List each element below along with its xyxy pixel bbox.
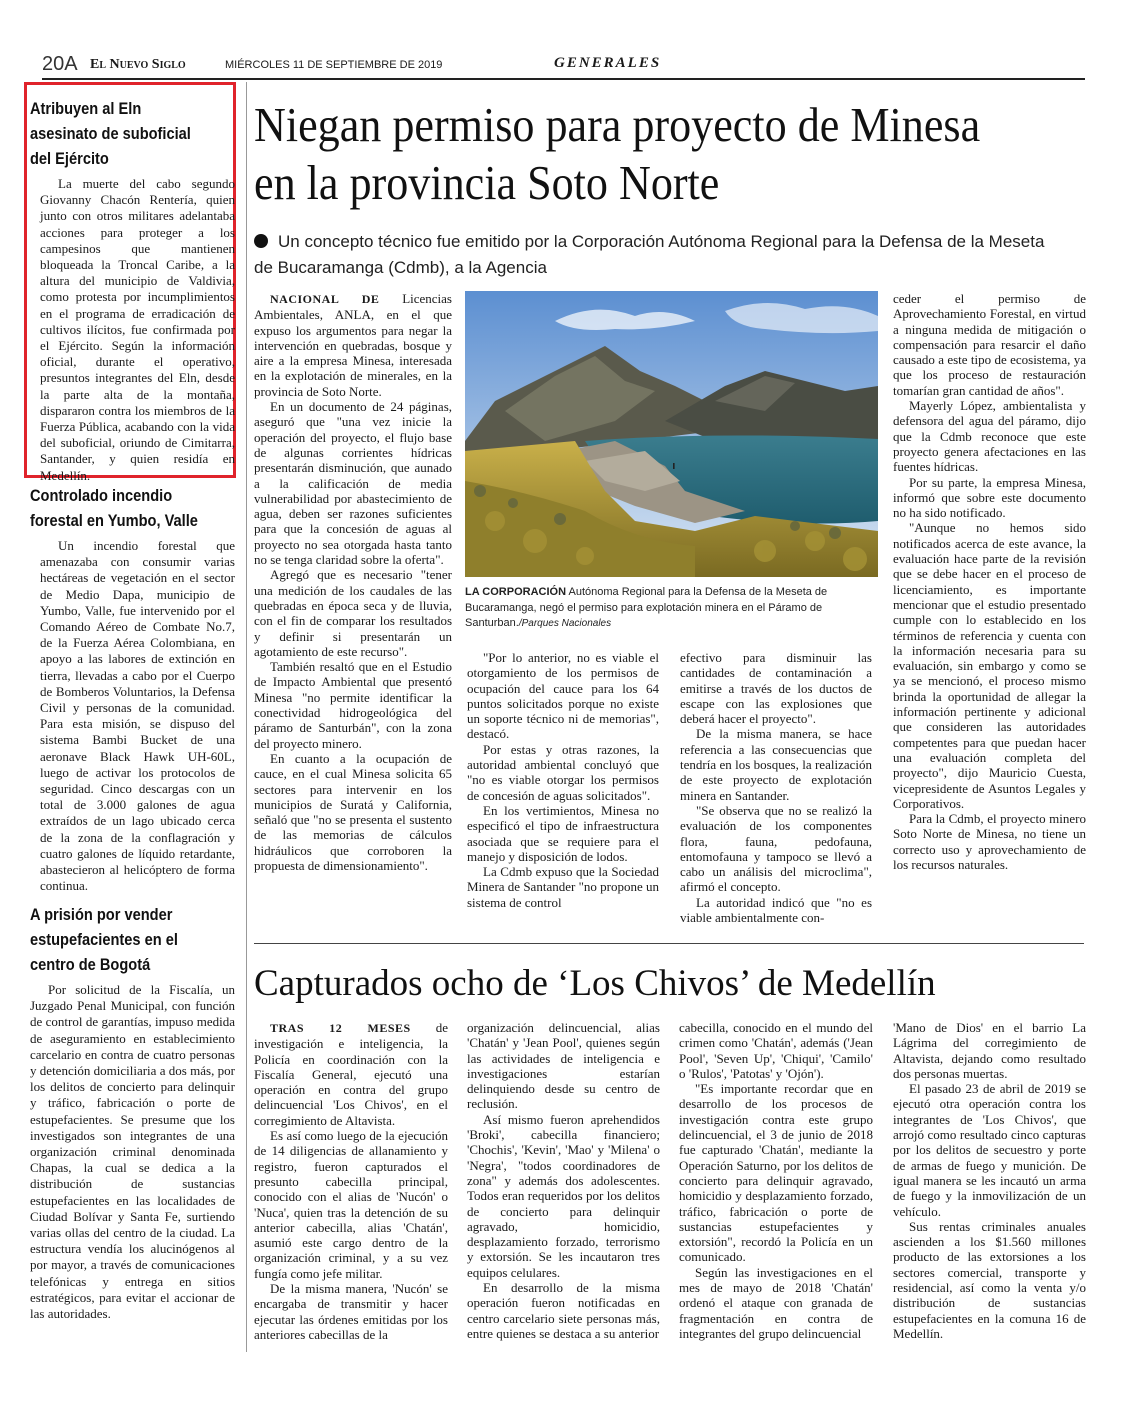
paragraph: En un documento de 24 páginas, aseguró que "una vez inicie la operación del proyecto, el flujo base de algunas corrientes hídricas presentarán disminución, que aunado a la calificación de media vulnerabilidad por abastecimiento de agua, deben ser razones suficientes para que la concesión de aguas al proyecto no sea otorgada hasta tanto no se tenga claridad sobre la oferta". bbox=[254, 399, 452, 568]
paragraph: organización delincuencial, alias 'Chatán' y 'Jean Pool', quienes según las actividades de inteligencia e investigaciones estarían delinquiendo desde su centro de reclusión. bbox=[467, 1020, 660, 1112]
paragraph: ceder el permiso de Aprovechamiento Forestal, en virtud a ninguna medida de mitigación o compensación para resarcir el daño causado a este tipo de ecosistema, ya que los proceso de restauración tomarían gran cantidad de años". bbox=[893, 291, 1086, 398]
main-column-1 bbox=[254, 291, 452, 873]
main-column-3 bbox=[680, 650, 872, 925]
second-column-2 bbox=[467, 1020, 660, 1341]
paragraph: En desarrollo de la misma operación fueron notificadas en centro carcelario siete personas más, entre quienes se destaca a su anterior bbox=[467, 1280, 660, 1341]
caption-lead: LA CORPORACIÓN bbox=[465, 586, 567, 598]
second-column-3 bbox=[679, 1020, 873, 1341]
section-name: GENERALES bbox=[554, 55, 662, 71]
paragraph: Según las investigaciones en el mes de mayo de 2018 'Chatán' ordenó el ataque con granada de fragmentación en contra de integrantes del grupo delincuencial bbox=[679, 1264, 873, 1341]
lead-in: NACIONAL DE bbox=[270, 292, 380, 306]
column-divider bbox=[246, 82, 247, 1352]
deck-text: Un concepto técnico fue emitido por la Corporación Autónoma Regional para la Defensa de la Meseta de Bucaramanga (Cdmb), a la Agencia bbox=[254, 232, 1045, 277]
paragraph: En los vertimientos, Minesa no especificó el tipo de infraestructura asociada que se requiere para el manejo y disposición de lodos. bbox=[467, 802, 659, 864]
paragraph: Mayerly López, ambientalista y defensora del agua del páramo, dijo que la Cdmb reconoce que este proyecto genera afectaciones en las fuentes hídricas. bbox=[893, 398, 1086, 475]
main-deck bbox=[254, 229, 1064, 281]
paragraph: La autoridad indicó que "no es viable ambientalmente con- bbox=[680, 894, 872, 926]
brief-title: A prisión por vender estupefacientes en el centro de Bogotá bbox=[30, 905, 178, 974]
brief-body: Por solicitud de la Fiscalía, un Juzgado Penal Municipal, con función de control de garantías, impuso medida de aseguramiento en establecimiento carcelario en contra de cuatro personas y detención domiciliaria a dos más, por los delitos de concierto para delinquir y tráfico, fabricación o porte de estupefacientes. Se presume que los investigados son integrantes de una organización criminal denominada Chapas, la cual se dedica a la distribución de sustancias estupefacientes en las localidades de Ciudad Bolívar y Santa Fe, surtiendo varias ollas del centro de la ciudad. La estructura vendía los alucinógenos al por mayor, a través de comunicaciones telefónicas y entrega en sitios estratégicos, para evitar el accionar de las autoridades. bbox=[30, 982, 235, 1322]
main-headline: Niegan permiso para proyecto de Minesa en la provincia Soto Norte bbox=[254, 97, 981, 210]
paragraph: "Se observa que no se realizó la evaluación de los componentes flora, fauna, pedofauna, entomofauna y tampoco se llevó a cabo un análisis del microclima", afirmó el concepto. bbox=[680, 802, 872, 895]
bullet-icon bbox=[254, 234, 268, 248]
page-header bbox=[42, 50, 1085, 80]
paragraph: cabecilla, conocido en el mundo del crimen como 'Chatán', además ('Jean Pool', 'Seven Up', 'Chiqui', 'Camilo' o 'Rulos', 'Patotas' y 'Ojón'). bbox=[679, 1020, 873, 1081]
brief-body: Un incendio forestal que amenazaba con consumir varias hectáreas de vegetación en el sector de Medio Dapa, municipio de Yumbo, Valle, fue intervenido por el Comando Aéreo de Combate No.7, de la Fuerza Aérea Colombiana, en apoyo a las labores de extinción en tierra, llevadas a cabo por el Cuerpo de Bomberos Voluntarios, la Defensa Civil y personas de la comunidad. Para esta misión, se dispuso del sistema Bambi Bucket de una aeronave Black Hawk UH-60L, luego de activar los protocolos de seguridad. Cinco descargas con un total de 3.000 galones de agua extraídos de un lago ubicado cerca de la zona de la conflagración y cuatro galones de líquido retardante, abastecieron al helicóptero de forma continua. bbox=[40, 538, 235, 894]
paragraph: De la misma manera, se hace referencia a las consecuencias que tendría en los bosques, la realización de este proyecto de explotación minera en Santander. bbox=[680, 726, 872, 803]
paragraph: Es así como luego de la ejecución de 14 diligencias de allanamiento y registro, fueron capturados el presunto cabecilla principal, conocido con el alias de 'Nucón' o 'Nuca', quien tras la detención de su anterior cabecilla, alias 'Chatán', asumió este cargo dentro de la organización criminal, y a su vez fungía como jefe militar. bbox=[254, 1128, 448, 1281]
paragraph: Así mismo fueron aprehendidos 'Broki', cabecilla financiero; 'Chochis', 'Kevin', 'Mao' y 'Milena' o 'Negra', "todos coordinadores de zona" y además dos adolescentes. Todos eran requeridos por los delitos de concierto para delinquir agravado, homicidio, desplazamiento forzado, terrorismo y extorsión. Se les incautaron tres equipos celulares. bbox=[467, 1111, 660, 1280]
issue-date: MIÉRCOLES 11 DE SEPTIEMBRE DE 2019 bbox=[225, 59, 443, 71]
paragraph: De la misma manera, 'Nucón' se encargaba de transmitir y hacer ejecutar las órdenes emitidas por los anteriores cabecillas de la bbox=[254, 1281, 448, 1342]
paragraph: efectivo para disminuir las cantidades de contaminación a emitirse a través de los ductos de escape con las explosiones que deberá hacer el proyecto". bbox=[680, 650, 872, 727]
lake-photo bbox=[465, 291, 878, 577]
paragraph: Para la Cdmb, el proyecto minero Soto Norte de Minesa, no tiene un correcto uso y aprovechamiento de los recursos naturales. bbox=[893, 811, 1086, 872]
brief-body: La muerte del cabo segundo Giovanny Chacón Rentería, quien junto con otros militares adelantaba acciones para proteger a los campesinos que mantienen bloqueada la Troncal Caribe, a la altura del municipio de Valdivia, como protesta por incumplimientos en el programa de erradicación de cultivos ilícitos, fue confirmada por el Ejército. Según la información oficial, durante el operativo, presuntos integrantes del Eln, desde la parte alta de la montaña, dispararon contra los miembros de la Fuerza Pública, acabando con la vida del suboficial, oriundo de Cimitarra, Santander, y quien residía en Medellín. bbox=[40, 176, 235, 483]
paragraph: Agregó que es necesario "tener una medición de los caudales de las quebradas en época seca y de lluvia, con el fin de comparar los resultados y definir si presentarán un agotamiento de este recurso". bbox=[254, 567, 452, 659]
brief-title: Controlado incendio forestal en Yumbo, Valle bbox=[30, 486, 198, 530]
brief-eln bbox=[30, 96, 235, 484]
paragraph: También resaltó que en el Estudio de Impacto Ambiental que presentó Minesa "no permite identificar la conectividad hidrogeológica del páramo de Santurbán", con la zona del proyecto minero. bbox=[254, 659, 452, 751]
newspaper-name: El Nuevo Siglo bbox=[90, 57, 186, 72]
paragraph: Por estas y otras razones, la autoridad ambiental concluyó que "no es viable otorgar los permisos de concesión de aguas solicitados". bbox=[467, 741, 659, 803]
page-number: 20A bbox=[42, 53, 78, 75]
story-divider bbox=[254, 943, 1084, 944]
paragraph: 'Mano de Dios' en el barrio La Lágrima del corregimiento de Altavista, dejando como resultado dos personas muertas. bbox=[893, 1020, 1086, 1081]
paragraph: Sus rentas criminales anuales ascienden a los $1.560 millones producto de las extorsiones a los sectores comercial, transporte y residencial, así como la venta y/o distribución de sustancias estupefacientes en la comuna 16 de Medellín. bbox=[893, 1218, 1086, 1341]
brief-incendio bbox=[30, 483, 235, 894]
paragraph: La Cdmb expuso que la Sociedad Minera de Santander "no propone un sistema de control bbox=[467, 864, 659, 910]
photo-caption bbox=[465, 585, 878, 632]
paragraph: "Por lo anterior, no es viable el otorgamiento de los permisos de ocupación del cauce para los 64 puntos solicitados porque no existe un soporte técnico ni de memorias", destacó. bbox=[467, 650, 659, 742]
paragraph: "Aunque no hemos sido notificados acerca de este avance, la evaluación hace parte de la revisión que se debe hacer en el proceso de licenciamiento, es importante mencionar que el estudio presentado cumple con lo establecido en los términos de referencia y cuenta con la información necesaria para su evaluación, sin embargo y como se ya se mencionó, el proceso mismo brinda la oportunidad de allegar la información pertinente y adicional que consideren las autoridades competentes para que puedan hacer una evaluación completa del proyecto", dijo Mauricio Cuesta, vicepresidente de Asuntos Legales y Corporativos. bbox=[893, 520, 1086, 811]
paragraph: Por su parte, la empresa Minesa, informó que sobre este documento no ha sido notificado. bbox=[893, 474, 1086, 521]
second-column-4 bbox=[893, 1020, 1086, 1341]
main-column-2 bbox=[467, 650, 659, 910]
paragraph: En cuanto a la ocupación de cauce, en el cual Minesa solicita 65 sectores para intervenir en los municipios de Suratá y California, señaló que "no se presenta el sustento de las memorias de cálculos hidráulicos que corroboren la propuesta de dimensionamiento". bbox=[254, 750, 452, 873]
lead-in: TRAS 12 MESES bbox=[270, 1021, 411, 1035]
paragraph: de investigación e inteligencia, la Policía en coordinación con la Fiscalía General, ejecutó una operación en contra del grupo delincuencial 'Los Chivos', en el corregimiento de Altavista. bbox=[254, 1020, 448, 1128]
paramo-lake-image bbox=[465, 291, 878, 577]
caption-credit: /Parques Nacionales bbox=[518, 618, 612, 629]
paragraph: Licencias Ambientales, ANLA, en el que expuso los argumentos para negar la intervención en quebradas, bosque y aire a la empresa Minesa, interesada en la explotación de minerales, en la provincia de Soto Norte. bbox=[254, 291, 452, 399]
paragraph: "Es importante recordar que en desarrollo de los procesos de investigación contra este grupo delincuencial, el 3 de junio de 2018 fue capturado 'Chatán', mediante la Operación Saturno, por los delitos de concierto para delinquir agravado, homicidio y desplazamiento forzado, tráfico, fabricación o porte de sustancias estupefacientes y extorsión", recordó la Policía en un comunicado. bbox=[679, 1081, 873, 1265]
brief-prision bbox=[30, 902, 235, 1322]
paragraph: El pasado 23 de abril de 2019 se ejecutó otra operación contra los integrantes de 'Los Chivos', que arrojó como resultado cinco capturas por los delitos de secuestro y porte de armas de fuego y munición. De igual manera se les incautó un arma de fuego y la inmovilización de un vehículo. bbox=[893, 1081, 1086, 1219]
main-column-4 bbox=[893, 291, 1086, 872]
caption-text: Autónoma Regional para la Defensa de la Meseta de Bucaramanga, negó el permiso para explotación minera en el Páramo de Santurban. bbox=[465, 586, 828, 629]
second-column-1 bbox=[254, 1020, 448, 1342]
brief-title: Atribuyen al Eln asesinato de suboficial del Ejército bbox=[30, 99, 191, 168]
second-headline: Capturados ocho de ‘Los Chivos’ de Medellín bbox=[254, 963, 936, 1004]
